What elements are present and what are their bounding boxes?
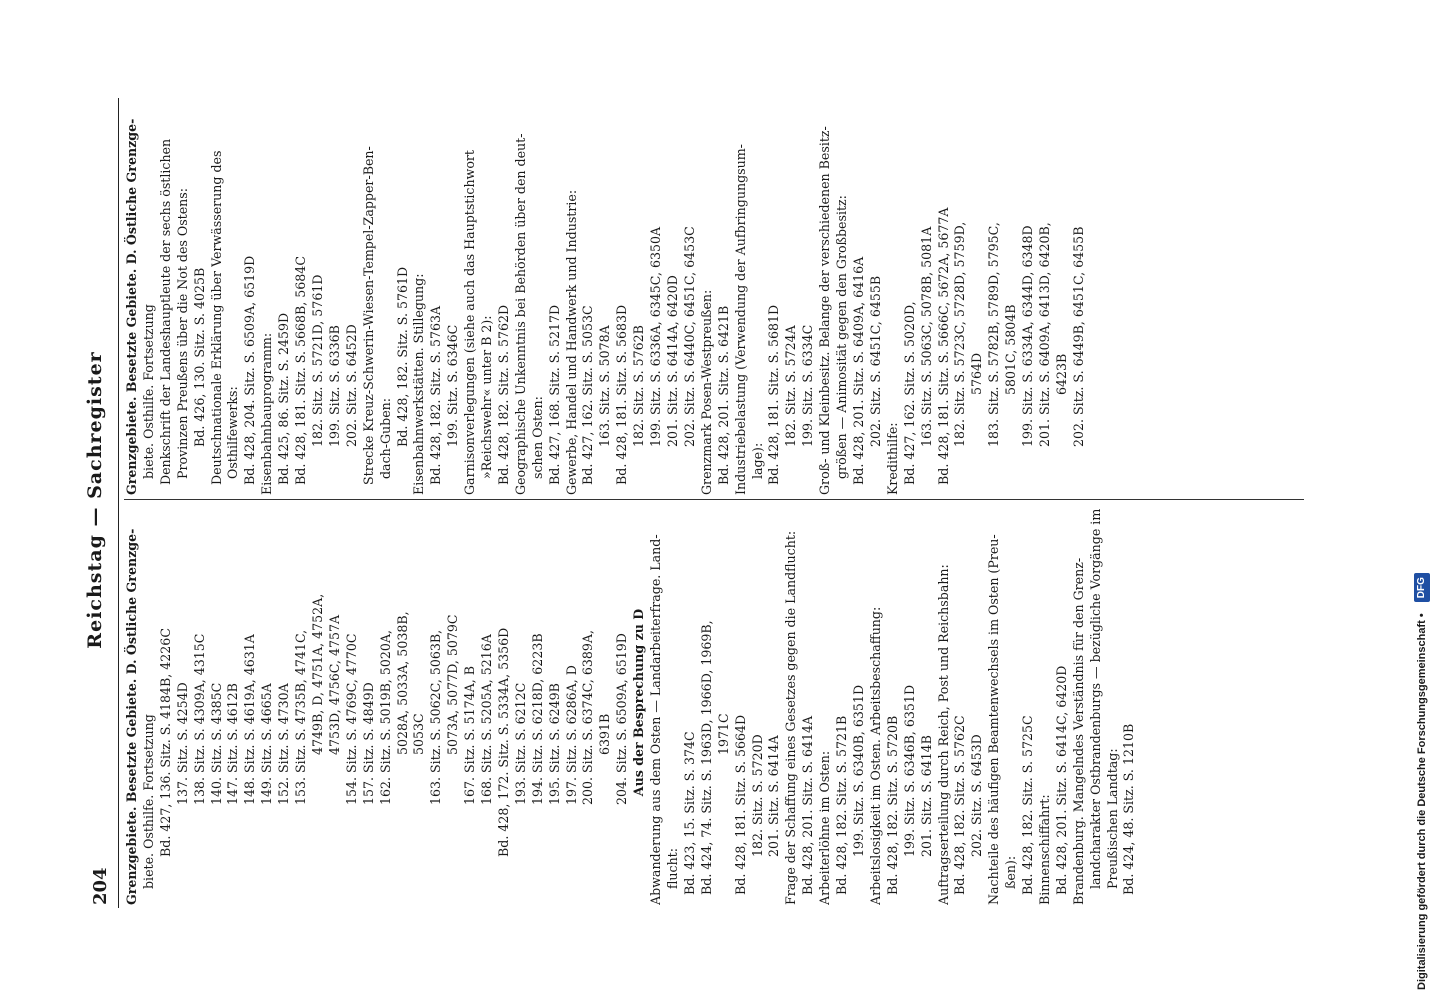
index-line: 199. Sitz. S. 6346C	[445, 324, 461, 447]
index-line: Bd. 428, 181. Sitz. S. 5664D	[732, 714, 748, 895]
header-rule	[118, 98, 119, 908]
index-line: Kredithilfe:	[884, 422, 900, 495]
index-line: 202. Sitz. S. 6449B, 6451C, 6455B	[1070, 226, 1086, 447]
index-line: dach-Guben:	[377, 397, 393, 479]
index-line: 197. Sitz. S. 6286A, D	[563, 665, 579, 805]
index-line: 140. Sitz. S. 4385C	[208, 682, 224, 805]
index-line: Frage der Schaffung eines Gesetzes gegen die Landflucht:	[783, 530, 799, 905]
index-line: 202. Sitz. S. 6453D	[969, 734, 985, 857]
index-line: Bd. 425, 86. Sitz. S. 2459D	[276, 312, 292, 485]
index-line: Bd. 428, 182. Sitz. S. 5721B	[834, 715, 850, 895]
index-line: 4753D, 4756C, 4757A	[326, 614, 342, 755]
index-line: 163. Sitz. S. 5078A	[597, 325, 613, 447]
index-line: 168. Sitz. S. 5205A, 5216A	[479, 634, 495, 805]
index-line: Eisenbahnbauprogramm:	[259, 332, 275, 495]
index-line: Bd. 428, 201. Sitz. S. 6421B	[715, 305, 731, 485]
index-column-right	[124, 90, 1304, 495]
index-line: 149. Sitz. S. 4665A	[259, 683, 275, 805]
index-line: Denkschrift der Landeshauptleute der sechs östlichen	[157, 138, 173, 485]
index-line: 153. Sitz. S. 4735B, 4741C,	[293, 629, 309, 805]
index-line: 1971C	[715, 713, 731, 755]
index-line: Binnenschiffahrt:	[1036, 794, 1052, 905]
index-line: Auftragserteilung durch Reich, Post und Reichsbahn:	[935, 564, 951, 905]
index-line: 201. Sitz. S. 6409A, 6413D, 6420B,	[1036, 222, 1052, 447]
index-line: Geographische Unkenntnis bei Behörden über den deut-	[512, 133, 528, 495]
index-line: 5801C, 5804B	[1003, 304, 1019, 395]
index-line: größen — Animosität gegen den Großbesitz:	[834, 195, 850, 479]
index-line: flucht:	[665, 848, 680, 889]
index-line: Bd. 428, 201. Sitz. S. 6414C, 6420D	[1053, 665, 1069, 895]
index-line: 199. Sitz. S. 6334C	[800, 324, 816, 447]
index-line: 148. Sitz. S. 4619A, 4631A	[242, 634, 258, 805]
index-line: 202. Sitz. S. 6440C, 6451C, 6453C	[681, 226, 697, 447]
index-line: 137. Sitz. S. 4254D	[174, 682, 190, 805]
index-line: 193. Sitz. S. 6212C	[512, 682, 528, 805]
index-line: Bd. 428, 201. Sitz. S. 6414A	[800, 715, 816, 895]
index-line: Bd. 427, 168. Sitz. S. 5217D	[546, 304, 562, 485]
index-line: 6391B	[597, 713, 613, 755]
index-line: Bd. 428, 182. Sitz. S. 5761D	[394, 266, 410, 447]
index-line: Osthilfewerks:	[225, 386, 241, 479]
index-line: 163. Sitz. S. 5062C, 5063B,	[428, 629, 444, 805]
index-line: »Reichswehr« unter B 2):	[479, 315, 495, 479]
index-line: Bd. 424, 48. Sitz. S. 1210B	[1121, 723, 1137, 895]
index-line: 167. Sitz. S. 5174A, B	[462, 666, 478, 805]
index-line: Strecke Kreuz-Schwerin-Wiesen-Tempel-Zapper-Ben-	[360, 146, 376, 485]
index-line: biete. Osthilfe. Fortsetzung	[140, 304, 156, 479]
index-line: 182. Sitz. S. 5724A	[783, 325, 799, 447]
index-line: 201. Sitz. S. 6414A, 6420D	[665, 275, 680, 447]
index-line: Bd. 424, 74. Sitz. S. 1963D, 1966D, 1969B,	[698, 620, 714, 895]
index-line: Bd. 428, 181. Sitz. S. 5683D	[614, 304, 630, 485]
index-line: Nachteile des häufigen Beamtenwechsels im Osten (Preu-	[986, 534, 1002, 905]
index-line: landcharakter Ostbrandenburgs — bezügliche Vorgänge im	[1087, 508, 1103, 889]
index-line: 201. Sitz. S. 6414A	[766, 735, 782, 857]
index-line: 183. Sitz. S. 5782B, 5789D, 5795C,	[986, 222, 1002, 447]
index-line: Eisenbahnwerkstätten. Stillegung:	[411, 273, 427, 495]
index-line: 204. Sitz. S. 6509A, 6519D	[614, 633, 630, 805]
index-line: 162. Sitz. S. 5019B, 5020A,	[377, 629, 393, 805]
index-line: 152. Sitz. S. 4730A	[276, 683, 292, 805]
index-line: schen Osten:	[529, 396, 545, 479]
index-line: 199. Sitz. S. 6336A, 6345C, 6350A	[648, 226, 664, 447]
index-line: Bd. 428, 182. Sitz. S. 5725C	[1020, 715, 1036, 895]
index-line: Bd. 427, 162. Sitz. S. 5020D,	[901, 301, 917, 485]
index-line: 154. Sitz. S. 4769C, 4770C	[343, 633, 359, 805]
index-line: 182. Sitz. S. 5720D	[749, 734, 765, 857]
index-line: Bd. 428, 181. Sitz. S. 5666C, 5672A, 5677A	[935, 207, 951, 485]
index-line: Bd. 428, 182. Sitz. S. 5762D	[495, 304, 511, 485]
index-column-left	[124, 500, 1304, 905]
index-line: biete. Osthilfe. Fortsetzung	[140, 714, 156, 889]
index-line: Grenzgebiete. Besetzte Gebiete. D. Östliche Grenzge-	[124, 528, 139, 905]
index-line: Grenzmark Posen-Westpreußen:	[698, 289, 714, 495]
index-line: 4749B, D, 4751A, 4752A,	[309, 593, 325, 755]
index-line: 199. Sitz. S. 6340B, 6351D	[850, 684, 866, 857]
index-line: 147. Sitz. S. 4612B	[225, 683, 241, 805]
index-line: Bd. 428, 172. Sitz. S. 5334A, 5356D	[495, 627, 511, 857]
index-line: 157. Sitz. S. 4849D	[360, 682, 376, 805]
index-line: 199. Sitz. S. 6334A, 6344D, 6348D	[1020, 225, 1036, 447]
digitization-credit	[1412, 10, 1432, 990]
index-line: 194. Sitz. S. 6218D, 6223B	[529, 633, 545, 805]
index-line: 182. Sitz. S. 5762B	[631, 325, 647, 447]
index-line: 5053C	[411, 713, 427, 755]
index-line: 5028A, 5033A, 5038B,	[394, 611, 410, 755]
index-line: 6423B	[1053, 353, 1069, 395]
index-line: Bd. 428, 204. Sitz. S. 6509A, 6519D	[242, 255, 258, 485]
index-line: 163. Sitz. S. 5063C, 5078B, 5081A	[918, 226, 934, 447]
index-line: 200. Sitz. S. 6374C, 6389A,	[580, 630, 596, 805]
index-line: ßen):	[1003, 855, 1019, 889]
index-line: 182. Sitz. S. 5721D, 5761D	[309, 274, 325, 447]
index-line: 5073A, 5077D, 5079C	[445, 614, 461, 755]
index-line: Bd. 428, 182. Sitz. S. 5720B	[884, 715, 900, 895]
index-line: Arbeiterlöhne im Osten:	[817, 750, 833, 905]
index-line: Brandenburg. Mangelndes Verständnis für den Grenz-	[1070, 557, 1086, 905]
index-line: Provinzen Preußens über die Not des Ostens:	[174, 188, 190, 479]
index-line: Industriebelastung (Verwendung der Aufbringungsum-	[732, 144, 748, 495]
index-line: Garnisonverlegungen (siehe auch das Hauptstichwort	[462, 150, 478, 495]
index-line: Bd. 428, 182. Sitz. S. 5763A	[428, 305, 444, 485]
column-divider	[124, 499, 1304, 500]
index-line: Bd. 423, 15. Sitz. S. 374C	[681, 731, 697, 895]
index-line: Arbeitslosigkeit im Osten. Arbeitsbeschaffung:	[867, 606, 883, 905]
index-line: Bd. 428, 181. Sitz. S. 5668B, 5684C	[293, 256, 309, 485]
index-line: 138. Sitz. S. 4309A, 4315C	[191, 633, 207, 805]
index-line: 199. Sitz. S. 6346B, 6351D	[901, 684, 917, 857]
index-line: Bd. 427, 162. Sitz. S. 5053C	[580, 305, 596, 485]
index-line: 201. Sitz. S. 6414B	[918, 735, 934, 857]
index-line: 195. Sitz. S. 6249B	[546, 683, 562, 805]
index-line: 5764D	[969, 352, 985, 395]
index-line: 202. Sitz. S. 6452D	[343, 324, 359, 447]
index-line: Abwanderung aus dem Osten — Landarbeiterfrage. Land-	[648, 534, 664, 905]
index-line: Preußischen Landtag:	[1104, 748, 1120, 889]
index-line: Groß- und Kleinbesitz. Belange der verschiedenen Besitz-	[817, 126, 833, 495]
credit-text: Digitalisierung gefördert durch die Deutsche Forschungsgemeinschaft •	[1416, 613, 1429, 990]
index-line: Bd. 426, 130. Sitz. S. 4025B	[191, 267, 207, 447]
dfg-logo: DFG	[1414, 573, 1430, 602]
index-line: lage):	[749, 442, 765, 479]
page-number: 204	[90, 867, 111, 905]
index-line: Bd. 428, 181. Sitz. S. 5681D	[766, 304, 782, 485]
index-line: Bd. 427, 136. Sitz. S. 4184B, 4226C	[157, 628, 173, 857]
index-line: 199. Sitz. S. 6336B	[326, 325, 342, 447]
index-line: 182. Sitz. S. 5723C, 5728D, 5759D,	[952, 221, 968, 447]
index-line: Gewerbe, Handel und Handwerk und Industrie:	[563, 189, 579, 495]
index-line: Aus der Besprechung zu D	[631, 608, 647, 797]
index-line: Bd. 428, 201. Sitz. S. 6409A, 6416A	[850, 256, 866, 485]
index-line: Deutschnationale Erklärung über Verwässerung des	[208, 150, 224, 485]
index-line: 202. Sitz. S. 6451C, 6455B	[867, 275, 883, 447]
running-head: Reichstag — Sachregister	[84, 351, 106, 649]
index-line: Bd. 428, 182. Sitz. S. 5762C	[952, 715, 968, 895]
index-line: Grenzgebiete. Besetzte Gebiete. D. Östliche Grenzge-	[124, 118, 139, 495]
